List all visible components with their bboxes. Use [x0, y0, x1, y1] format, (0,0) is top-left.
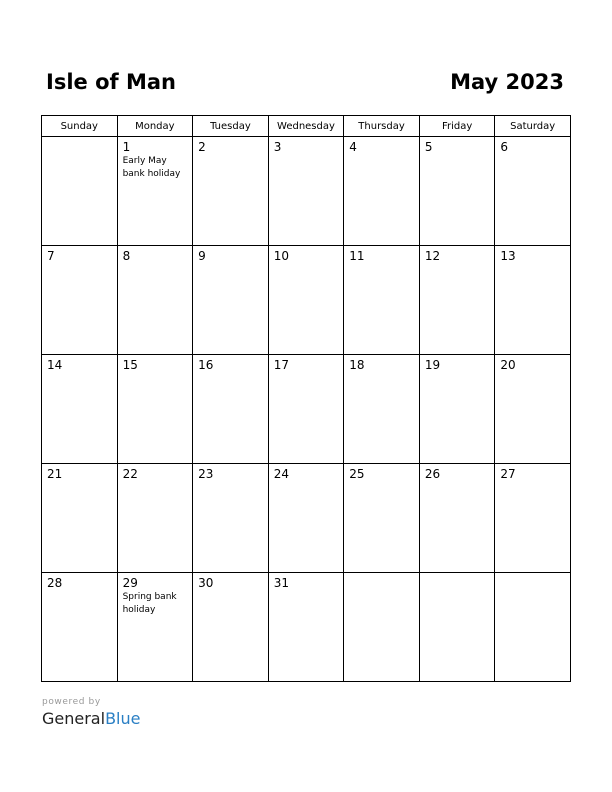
weekday-header: Saturday: [495, 116, 571, 137]
day-number: 25: [349, 467, 365, 481]
day-cell: [495, 464, 571, 573]
day-number: 31: [273, 576, 289, 590]
calendar-month-title: May 2023: [450, 70, 564, 94]
day-cell: [268, 355, 344, 464]
day-cell: [193, 246, 269, 355]
weekday-header: Monday: [117, 116, 193, 137]
day-cell: [419, 355, 495, 464]
day-number: 30: [198, 576, 214, 590]
day-number: 7: [47, 249, 55, 263]
brand-blue-text: Blue: [105, 709, 141, 728]
day-cell: [495, 137, 571, 246]
day-number: 16: [198, 358, 214, 372]
day-cell: [193, 464, 269, 573]
day-number: 20: [500, 358, 516, 372]
day-number: 14: [47, 358, 63, 372]
day-number: 9: [198, 249, 206, 263]
day-number: 15: [122, 358, 138, 372]
day-number: 8: [122, 249, 131, 263]
week-row: [42, 573, 571, 682]
day-number: 17: [273, 358, 289, 372]
day-cell: [344, 573, 420, 682]
day-cell: [495, 355, 571, 464]
day-number: 26: [424, 467, 441, 481]
day-cell: [117, 573, 193, 682]
day-number: 11: [349, 249, 365, 263]
holiday-label: Early May bank holiday: [122, 156, 181, 179]
weekday-header-row: [42, 116, 571, 137]
footer-branding: [42, 697, 140, 729]
day-cell: [193, 573, 269, 682]
day-cell: [268, 573, 344, 682]
day-number: 5: [424, 140, 433, 154]
day-number: 27: [500, 467, 516, 481]
day-number: 6: [500, 140, 509, 154]
week-row: [42, 246, 571, 355]
day-number: 2: [198, 140, 206, 154]
powered-by-text: powered by: [42, 697, 101, 707]
day-cell: [344, 246, 420, 355]
day-number: 1: [122, 140, 131, 154]
day-cell: [344, 355, 420, 464]
week-row: [42, 355, 571, 464]
day-number: 21: [47, 467, 63, 481]
day-number: 28: [47, 576, 63, 590]
day-cell: [344, 464, 420, 573]
day-number: 22: [122, 467, 138, 481]
day-cell: [117, 246, 193, 355]
day-cell: [42, 355, 118, 464]
day-cell: [117, 137, 193, 246]
weekday-header: Tuesday: [193, 116, 269, 137]
day-cell: [42, 573, 118, 682]
day-number: 13: [500, 249, 516, 263]
day-number: 24: [273, 467, 289, 481]
day-cell: [193, 137, 269, 246]
day-cell: [419, 464, 495, 573]
generalblue-logo: [42, 709, 140, 729]
calendar-body: [42, 137, 571, 682]
day-cell: [117, 355, 193, 464]
calendar-region-title: Isle of Man: [46, 70, 176, 94]
day-cell: [419, 573, 495, 682]
weekday-header: Friday: [419, 116, 495, 137]
day-cell: [495, 573, 571, 682]
day-cell: [193, 355, 269, 464]
day-number: 4: [349, 140, 357, 154]
weekday-header: Thursday: [344, 116, 420, 137]
day-cell: [117, 464, 193, 573]
day-number: 19: [424, 358, 441, 372]
brand-general-text: General: [42, 709, 106, 728]
day-number: 18: [349, 358, 365, 372]
weekday-header: Wednesday: [268, 116, 344, 137]
day-number: 23: [198, 467, 214, 481]
weekday-header: Sunday: [42, 116, 118, 137]
day-number: 29: [122, 576, 138, 590]
day-cell: [42, 137, 118, 246]
day-number: 12: [424, 249, 441, 263]
holiday-label: Spring bank holiday: [122, 592, 177, 615]
day-number: 3: [273, 140, 282, 154]
day-cell: [268, 464, 344, 573]
day-cell: [495, 246, 571, 355]
day-cell: [268, 246, 344, 355]
day-cell: [419, 137, 495, 246]
day-number: 10: [273, 249, 289, 263]
week-row: [42, 137, 571, 246]
calendar-grid: [41, 115, 571, 682]
day-cell: [42, 464, 118, 573]
week-row: [42, 464, 571, 573]
day-cell: [42, 246, 118, 355]
day-cell: [419, 246, 495, 355]
day-cell: [268, 137, 344, 246]
day-cell: [344, 137, 420, 246]
